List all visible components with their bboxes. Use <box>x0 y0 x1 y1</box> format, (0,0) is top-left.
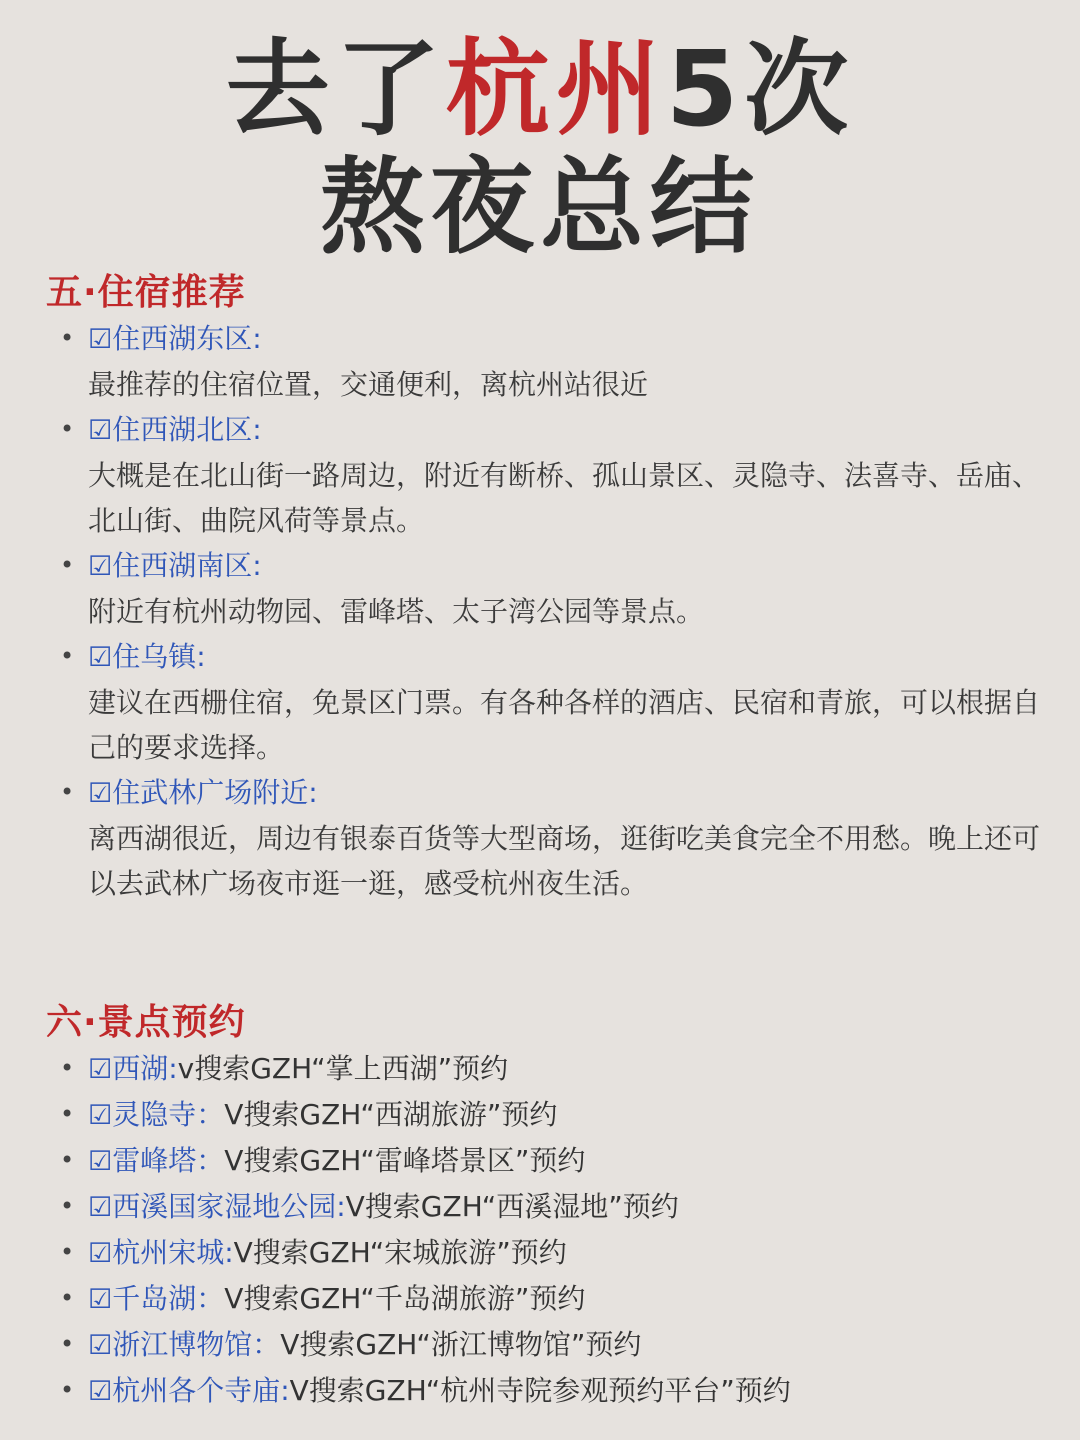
title-line-1 <box>0 30 1080 148</box>
item-heading <box>88 1184 1056 1230</box>
item-heading <box>88 634 1056 680</box>
item-description: 最推荐的住宿位置，交通便利，离杭州站很近 <box>88 368 649 401</box>
item-label: 住西湖南区: <box>112 549 262 582</box>
item-instruction: V搜索GZH“宋城旅游”预约 <box>233 1236 567 1269</box>
section-heading-accommodation: 五·住宿推荐 <box>46 272 246 313</box>
bullet-icon: • <box>60 1330 75 1358</box>
checkbox-icon: ☑ <box>88 1100 113 1131</box>
item-heading <box>88 1230 1056 1276</box>
checkbox-icon: ☑ <box>88 1376 113 1407</box>
item-description: 附近有杭州动物园、雷峰塔、太子湾公园等景点。 <box>88 595 705 628</box>
item-instruction: V搜索GZH“雷峰塔景区”预约 <box>224 1144 586 1177</box>
item-label: 杭州宋城: <box>112 1236 234 1269</box>
bullet-icon: • <box>60 642 75 670</box>
item-label: 灵隐寺： <box>112 1098 225 1131</box>
item-heading <box>88 543 1056 589</box>
bullet-icon: • <box>60 778 75 806</box>
bullet-icon: • <box>60 1192 75 1220</box>
accommodation-section <box>46 270 1056 906</box>
checkbox-icon: ☑ <box>88 1054 113 1085</box>
bullet-icon: • <box>60 415 75 443</box>
item-instruction: V搜索GZH“西溪湿地”预约 <box>345 1190 679 1223</box>
bullet-icon: • <box>60 551 75 579</box>
item-label: 西溪国家湿地公园: <box>112 1190 346 1223</box>
item-heading <box>88 1276 1056 1322</box>
title-prefix: 去了 <box>225 28 446 150</box>
page-title <box>0 30 1080 266</box>
item-heading <box>88 1046 1056 1092</box>
title-line-2: 熬夜总结 <box>319 146 760 268</box>
item-instruction: V搜索GZH“浙江博物馆”预约 <box>280 1328 642 1361</box>
item-instruction: V搜索GZH“西湖旅游”预约 <box>224 1098 558 1131</box>
checkbox-icon: ☑ <box>88 1146 113 1177</box>
checkbox-icon: ☑ <box>88 778 113 809</box>
list-item <box>46 543 1056 634</box>
checkbox-icon: ☑ <box>88 642 113 673</box>
item-label: 住西湖北区: <box>112 413 262 446</box>
checkbox-icon: ☑ <box>88 1238 113 1269</box>
item-instruction: V搜索GZH“千岛湖旅游”预约 <box>224 1282 586 1315</box>
reservation-list <box>46 1046 1056 1414</box>
checkbox-icon: ☑ <box>88 1284 113 1315</box>
item-description: 大概是在北山街一路周边，附近有断桥、孤山景区、灵隐寺、法喜寺、岳庙、北山街、曲院风荷等景点。 <box>88 459 1041 537</box>
item-label: 杭州各个寺庙: <box>112 1374 290 1407</box>
bullet-icon: • <box>60 1100 75 1128</box>
checkbox-icon: ☑ <box>88 415 113 446</box>
list-item <box>46 1276 1056 1322</box>
item-label: 雷峰塔： <box>112 1144 225 1177</box>
item-label: 浙江博物馆： <box>112 1328 281 1361</box>
list-item <box>46 1368 1056 1414</box>
item-label: 西湖: <box>112 1052 178 1085</box>
item-label: 千岛湖： <box>112 1282 225 1315</box>
item-label: 住武林广场附近: <box>112 776 318 809</box>
item-heading <box>88 1092 1056 1138</box>
list-item <box>46 407 1056 543</box>
item-heading <box>88 407 1056 453</box>
item-heading <box>88 1322 1056 1368</box>
bullet-icon: • <box>60 1054 75 1082</box>
item-heading <box>88 316 1056 362</box>
accommodation-list <box>46 316 1056 906</box>
list-item <box>46 634 1056 770</box>
item-heading <box>88 1138 1056 1184</box>
list-item <box>46 770 1056 906</box>
checkbox-icon: ☑ <box>88 324 113 355</box>
list-item <box>46 1092 1056 1138</box>
list-item <box>46 1230 1056 1276</box>
item-instruction: V搜索GZH“杭州寺院参观预约平台”预约 <box>289 1374 791 1407</box>
list-item <box>46 1138 1056 1184</box>
checkbox-icon: ☑ <box>88 1192 113 1223</box>
list-item <box>46 316 1056 407</box>
bullet-icon: • <box>60 1146 75 1174</box>
item-heading <box>88 770 1056 816</box>
title-suffix: 5次 <box>665 28 855 150</box>
item-label: 住西湖东区: <box>112 322 262 355</box>
item-description: 建议在西栅住宿，免景区门票。有各种各样的酒店、民宿和青旅，可以根据自己的要求选择。 <box>88 686 1041 764</box>
reservation-section <box>46 1000 1056 1414</box>
item-instruction: v搜索GZH“掌上西湖”预约 <box>177 1052 509 1085</box>
list-item <box>46 1322 1056 1368</box>
checkbox-icon: ☑ <box>88 1330 113 1361</box>
bullet-icon: • <box>60 1238 75 1266</box>
checkbox-icon: ☑ <box>88 551 113 582</box>
item-heading <box>88 1368 1056 1414</box>
bullet-icon: • <box>60 324 75 352</box>
title-city: 杭州 <box>445 28 666 150</box>
section-heading-reservation: 六·景点预约 <box>46 1002 246 1043</box>
bullet-icon: • <box>60 1284 75 1312</box>
item-label: 住乌镇: <box>112 640 206 673</box>
bullet-icon: • <box>60 1376 75 1404</box>
list-item <box>46 1046 1056 1092</box>
item-description: 离西湖很近，周边有银泰百货等大型商场，逛街吃美食完全不用愁。晚上还可以去武林广场夜市逛一逛，感受杭州夜生活。 <box>88 822 1041 900</box>
list-item <box>46 1184 1056 1230</box>
